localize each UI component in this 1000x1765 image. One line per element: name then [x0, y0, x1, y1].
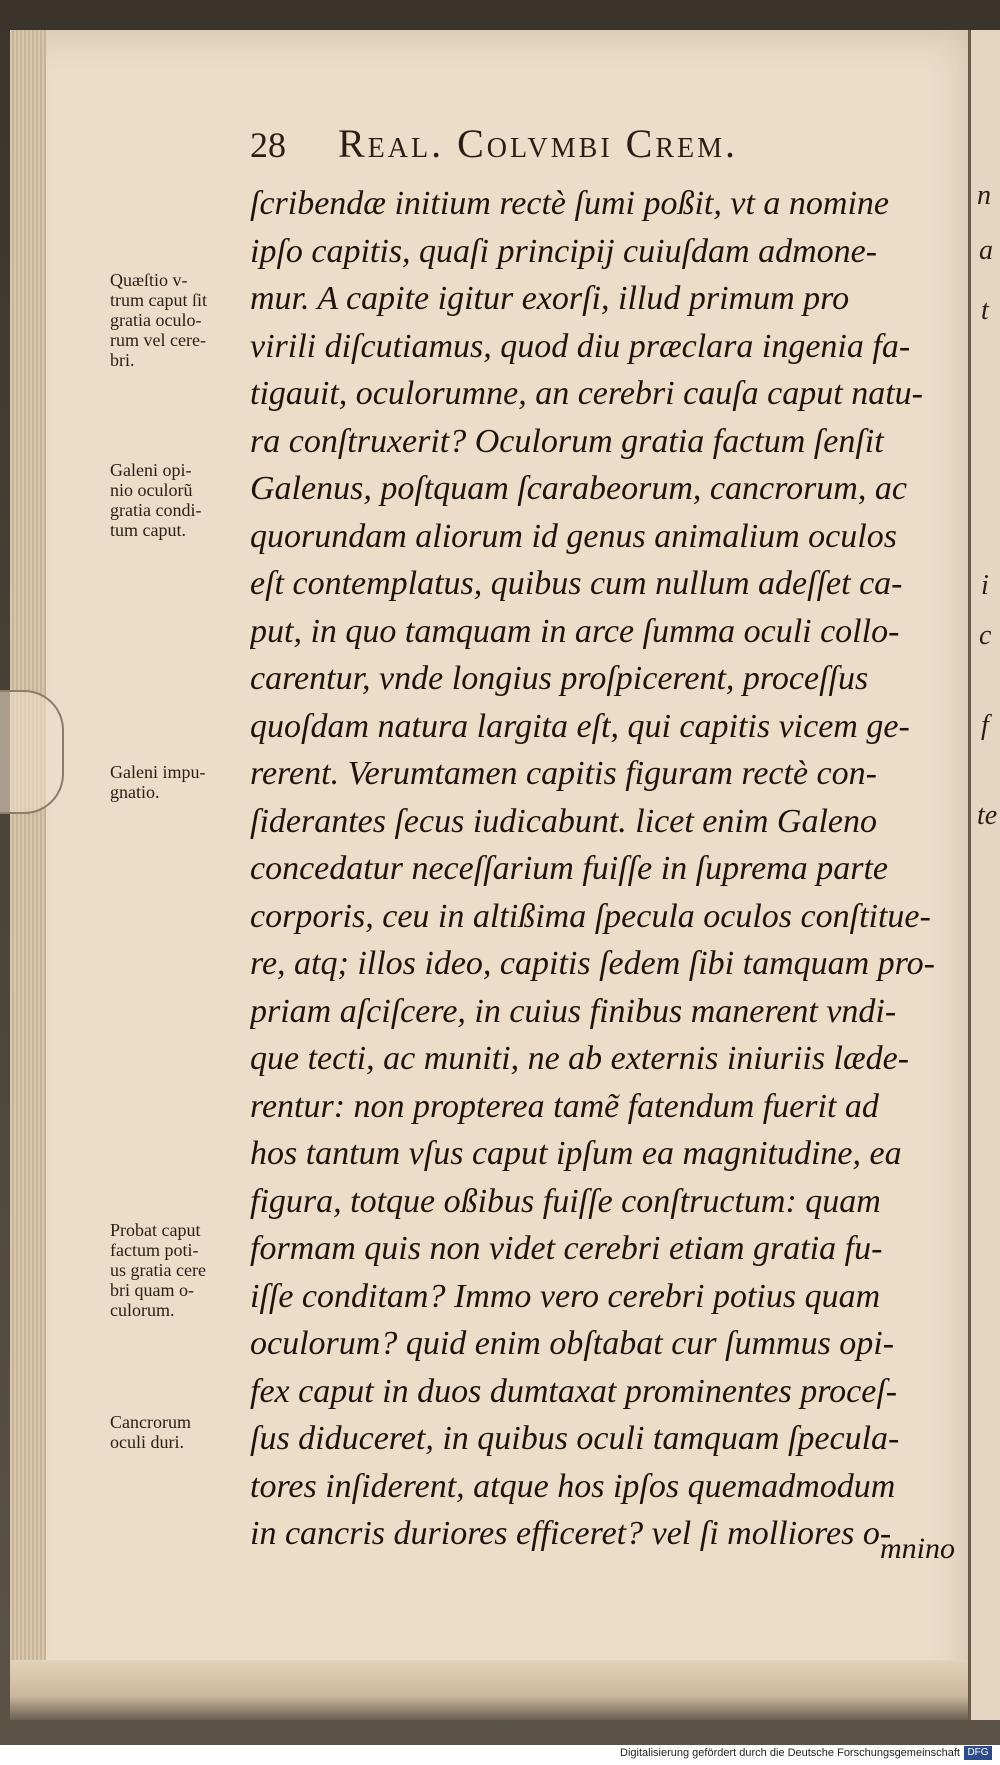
text-line: Galenus, poſtquam ſcarabeorum, cancrorum, ac — [250, 470, 907, 507]
page-edge-left — [10, 30, 46, 1720]
catchword: mnino — [880, 1532, 955, 1565]
page-number: 28 — [250, 125, 286, 165]
text-line: ra conſtruxerit? Oculorum gratia factum ſenſit — [250, 422, 884, 460]
text-line: rerent. Verumtamen capitis figuram rectè con- — [250, 755, 877, 792]
footer-credit: Digitalisierung gefördert durch die Deutsche Forschungsgemeinschaft — [620, 1747, 960, 1759]
page-header — [250, 120, 950, 168]
text-line: virili diſcutiamus, quod diu præclara ingenia fa- — [250, 327, 911, 365]
margin-note-text: Galeni impu- gnatio. — [110, 762, 206, 802]
text-line: concedatur neceſſarium fuiſſe in ſuprema parte — [250, 850, 888, 887]
facing-fragment: t — [981, 295, 989, 326]
facing-page — [968, 30, 1000, 1720]
facing-fragment: i — [981, 570, 989, 601]
margin-note — [110, 270, 258, 370]
facing-fragment: f — [981, 710, 989, 741]
margin-note-text: Probat caput factum poti- us gratia cere bri quam o- culorum. — [110, 1220, 206, 1320]
running-title: Real. Colvmbi Crem. — [338, 121, 739, 166]
text-line: in cancris duriores efficeret? vel ſi molliores o- — [250, 1515, 892, 1552]
facing-fragment: c — [979, 620, 992, 651]
margin-note — [110, 762, 258, 802]
text-line: tores inſiderent, atque hos ipſos quemadmodum — [250, 1467, 896, 1505]
text-line: ſcribendæ initium rectè ſumi poßit, vt a nomine — [250, 185, 889, 222]
text-line: re, atq; illos ideo, capitis ſedem ſibi tamquam pro- — [250, 945, 935, 982]
text-line: formam quis non videt cerebri etiam gratia fu- — [250, 1230, 883, 1267]
text-line: put, in quo tamquam in arce ſumma oculi collo- — [250, 612, 900, 650]
text-line: fex caput in duos dumtaxat prominentes proceſ- — [250, 1372, 898, 1410]
text-line: eſt contemplatus, quibus cum nullum adeſſet ca- — [250, 565, 903, 602]
dfg-logo: DFG — [964, 1746, 992, 1760]
text-line: ſiderantes ſecus iudicabunt. licet enim Galeno — [250, 802, 877, 840]
text-line: ipſo capitis, quaſi principij cuiuſdam admone- — [250, 232, 878, 270]
margin-note-text: Cancrorum oculi duri. — [110, 1412, 191, 1452]
facing-fragment: n — [977, 180, 991, 211]
margin-note — [110, 460, 258, 540]
text-line: priam aſciſcere, in cuius finibus manerent vndi- — [250, 992, 897, 1030]
margin-note — [110, 1220, 258, 1320]
text-line: ſus diduceret, in quibus oculi tamquam ſpecula- — [250, 1420, 900, 1457]
text-line: carentur, vnde longius proſpicerent, proceſſus — [250, 660, 869, 697]
page-tab — [0, 690, 64, 814]
text-line: rentur: non propterea tamẽ fatendum fuerit ad — [250, 1087, 879, 1125]
text-line: quorundam aliorum id genus animalium oculos — [250, 517, 897, 555]
text-line: figura, totque oßibus fuiſſe conſtructum: quam — [250, 1182, 881, 1220]
body-text — [250, 180, 950, 1558]
facing-fragment: a — [979, 235, 993, 266]
text-line: iſſe conditam? Immo vero cerebri potius quam — [250, 1277, 881, 1315]
text-line: quoſdam natura largita eſt, qui capitis vicem ge- — [250, 707, 910, 745]
text-line: hos tantum vſus caput ipſum ea magnitudine, ea — [250, 1135, 902, 1172]
page-edge-bottom — [10, 1660, 970, 1720]
text-line: mur. A capite igitur exorſi, illud primum pro — [250, 280, 850, 317]
margin-note — [110, 1412, 258, 1452]
text-line: que tecti, ac muniti, ne ab externis iniuriis læde- — [250, 1040, 910, 1077]
margin-note-text: Galeni opi- nio oculorũ gratia condi- tum caput. — [110, 460, 202, 540]
margin-note-text: Quæſtio v- trum caput ſit gratia oculo- rum vel cere- bri. — [110, 270, 207, 370]
text-line: tigauit, oculorumne, an cerebri cauſa caput natu- — [250, 375, 923, 412]
facing-fragment: te — [977, 800, 998, 831]
text-line: corporis, ceu in altißima ſpecula oculos conſtitue- — [250, 897, 931, 935]
text-line: oculorum? quid enim obſtabat cur ſummus opi- — [250, 1325, 895, 1362]
